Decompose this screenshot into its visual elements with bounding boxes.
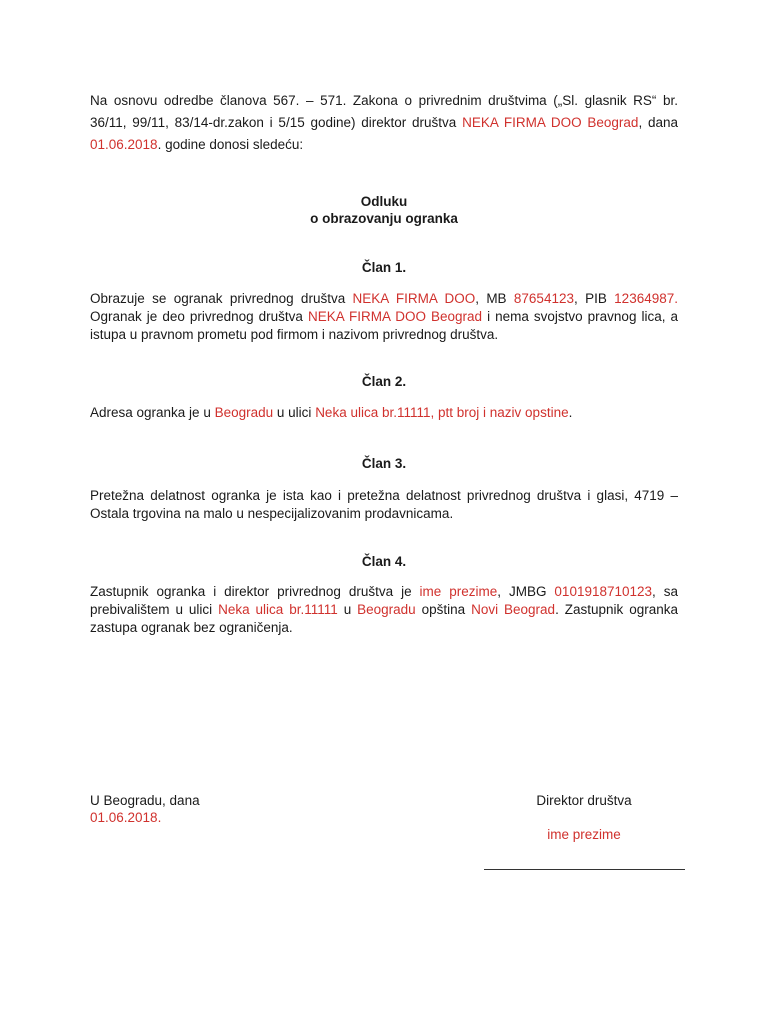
clan4-name: ime prezime — [419, 584, 498, 599]
footer-place-date — [90, 792, 200, 826]
clan4-text-3: , sa prebivalištem u ulici — [90, 584, 678, 617]
signer-title: Direktor društva — [536, 793, 632, 808]
clan1-text-1: Obrazuje se ogranak privrednog društva — [90, 291, 353, 306]
clan1-text-3: , PIB — [573, 291, 615, 306]
clan4-text-1: Zastupnik ogranka i direktor privrednog društva je — [90, 584, 420, 599]
clan4-street: Neka ulica br.11111 — [218, 602, 338, 617]
clan1-company-full: NEKA FIRMA DOO Beograd — [307, 309, 483, 324]
clan4-text-4: u — [337, 602, 358, 617]
clan2-text-1: Adresa ogranka je u — [90, 405, 215, 420]
clan1-text-5: i nema svojstvo pravnog lica, a istupa u pravnom prometu pod firmom i nazivom privrednog društva. — [90, 309, 678, 342]
clan1-heading: Član 1. — [361, 260, 407, 275]
intro-paragraph — [90, 90, 678, 156]
clan2-text-2: u ulici — [273, 405, 316, 420]
clan4-text-6: . Zastupnik ogranka zastupa ogranak bez ograničenja. — [90, 602, 678, 635]
clan4-text-5: opština — [415, 602, 472, 617]
intro-text-2: , dana — [638, 115, 678, 130]
signer-name: ime prezime — [547, 827, 621, 842]
signature-line — [484, 869, 685, 870]
clan2-text-3: . — [568, 405, 573, 420]
clan2-street: Neka ulica br.11111, ptt broj i naziv opstine — [315, 405, 569, 420]
clan1-pib: 12364987. — [614, 291, 678, 306]
intro-date: 01.06.2018 — [90, 137, 158, 152]
decision-title — [90, 193, 678, 227]
clan1-mb: 87654123 — [513, 291, 574, 306]
clan3-paragraph: Pretežna delatnost ogranka je ista kao i pretežna delatnost privrednog društva i glasi, 4719 – Ostala trgovina na malo u nespecijalizovanim prodavnicama. — [90, 488, 678, 521]
clan4-municipality: Novi Beograd — [471, 602, 556, 617]
footer-place: U Beogradu, dana — [90, 793, 200, 808]
footer-date-suffix: . — [157, 810, 162, 825]
clan4-jmbg: 0101918710123 — [554, 584, 653, 599]
clan1-company: NEKA FIRMA DOO — [352, 291, 476, 306]
clan2-paragraph — [90, 404, 678, 422]
clan4-city: Beogradu — [357, 602, 416, 617]
clan2-city: Beogradu — [214, 405, 274, 420]
footer-date: 01.06.2018 — [90, 810, 158, 825]
intro-text-3: . godine donosi sledeću: — [157, 137, 304, 152]
decision-title-line2: o obrazovanju ogranka — [310, 211, 458, 226]
intro-company: NEKA FIRMA DOO Beograd — [462, 115, 639, 130]
clan1-paragraph — [90, 290, 678, 344]
clan1-text-2: , MB — [475, 291, 514, 306]
clan4-text-2: , JMBG — [497, 584, 555, 599]
clan3-heading: Član 3. — [361, 456, 407, 471]
clan4-heading: Član 4. — [361, 554, 407, 569]
clan4-paragraph — [90, 583, 678, 637]
intro-text-1: Na osnovu odredbe članova 567. – 571. Zakona o privrednim društvima („Sl. glasnik RS“ br. 36/11, 99/11, 83/14-dr.zakon i 5/15 godine) direktor društva — [90, 93, 678, 130]
clan2-heading: Član 2. — [361, 374, 407, 389]
clan1-text-4: Ogranak je deo privrednog društva — [90, 309, 308, 324]
decision-title-line1: Odluku — [360, 194, 408, 209]
